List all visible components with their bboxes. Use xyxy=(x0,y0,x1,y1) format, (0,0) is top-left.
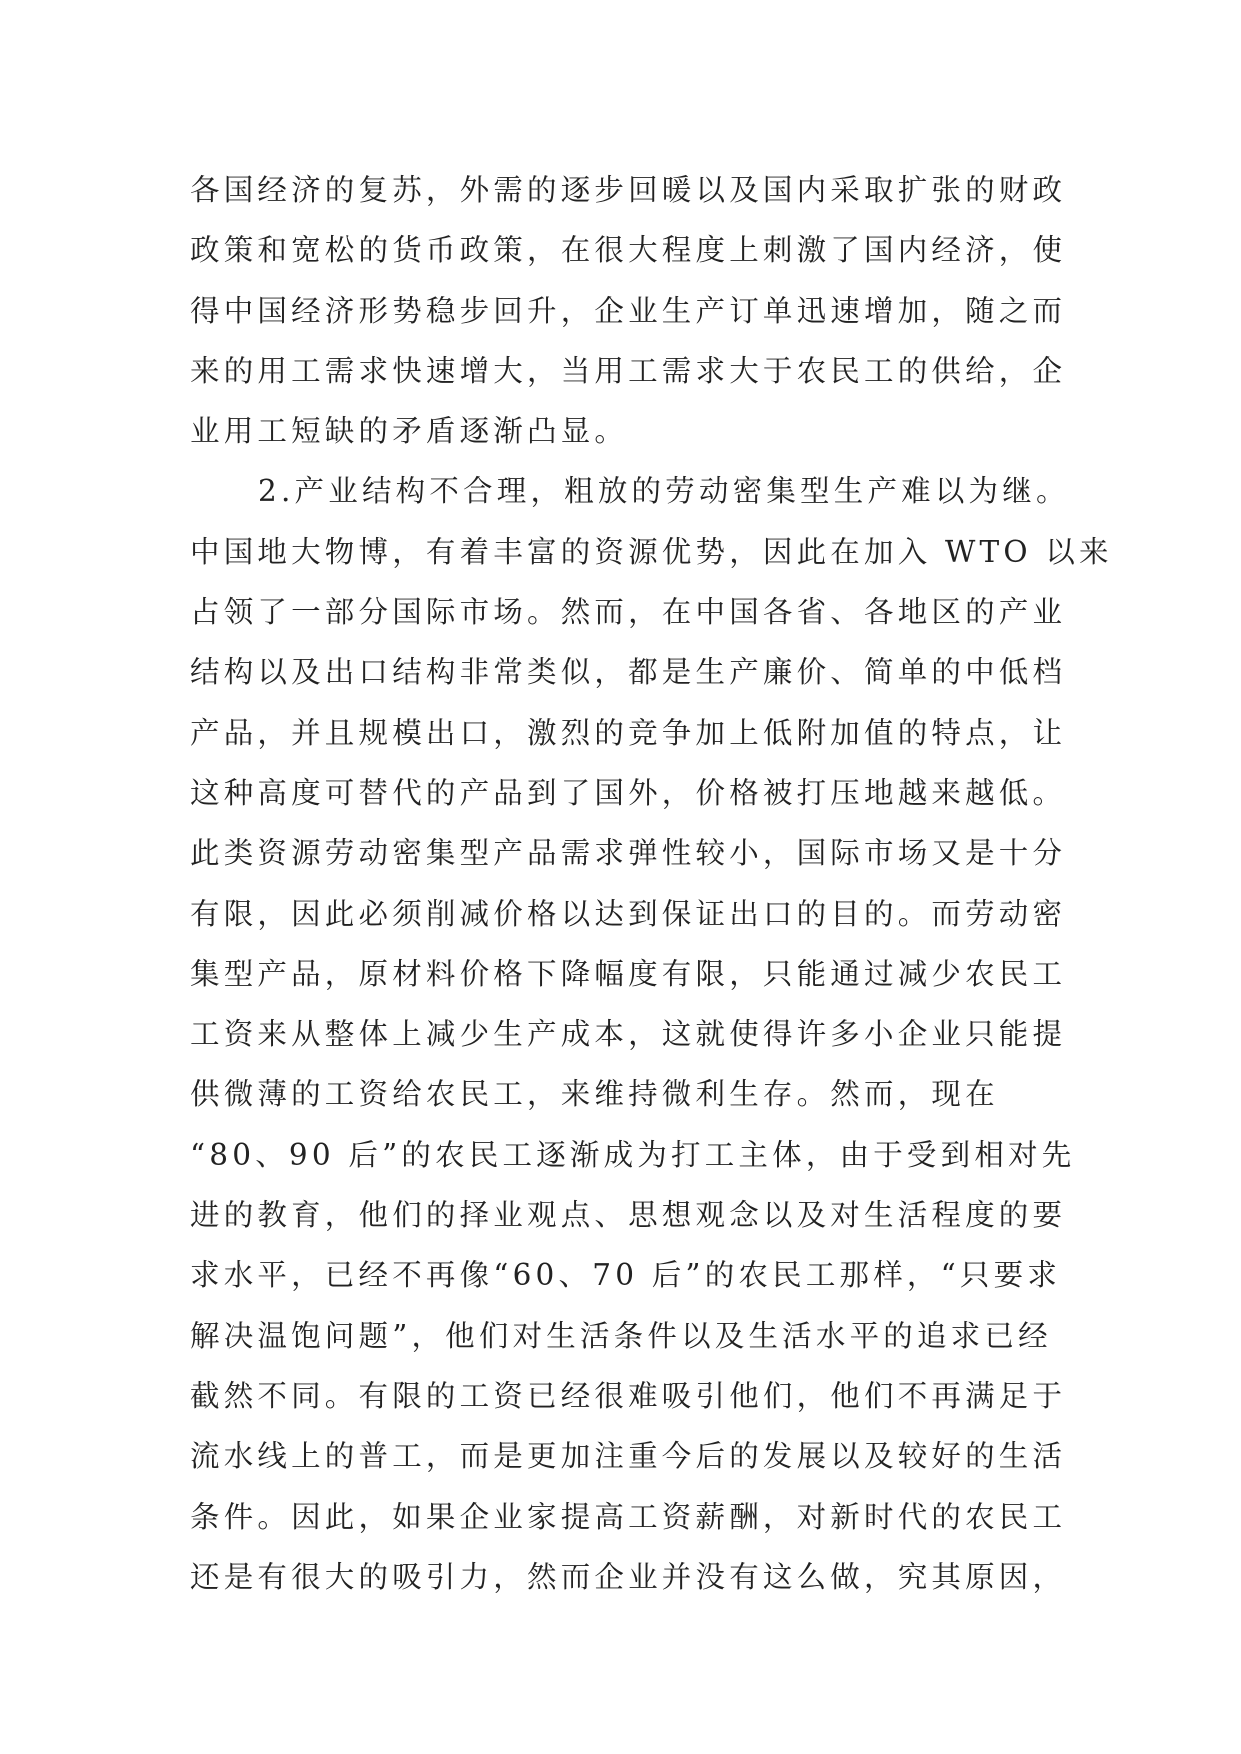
text-line: 业用工短缺的矛盾逐渐凸显。 xyxy=(190,414,629,449)
text-line: 产品，并且规模出口，激烈的竞争加上低附加值的特点，让 xyxy=(190,715,1067,750)
text-line: 结构以及出口结构非常类似，都是生产廉价、简单的中低档 xyxy=(190,655,1067,690)
text-line: 求水平，已经不再像“60、70 后”的农民工那样，“只要求 xyxy=(190,1258,1061,1293)
text-line: 条件。因此，如果企业家提高工资薪酬，对新时代的农民工 xyxy=(190,1499,1067,1534)
text-line: “80、90 后”的农民工逐渐成为打工主体，由于受到相对先 xyxy=(190,1137,1076,1172)
text-line: 这种高度可替代的产品到了国外，价格被打压地越来越低。 xyxy=(190,775,1067,810)
text-line: 中国地大物博，有着丰富的资源优势，因此在加入 WTO 以来 xyxy=(190,534,1113,569)
text-line: 工资来从整体上减少生产成本，这就使得许多小企业只能提 xyxy=(190,1017,1067,1052)
text-line: 截然不同。有限的工资已经很难吸引他们，他们不再满足于 xyxy=(190,1378,1067,1413)
text-line: 进的教育，他们的择业观点、思想观念以及对生活程度的要 xyxy=(190,1198,1067,1233)
text-line: 有限，因此必须削减价格以达到保证出口的目的。而劳动密 xyxy=(190,896,1067,931)
text-line: 解决温饱问题”，他们对生活条件以及生活水平的追求已经 xyxy=(190,1318,1052,1353)
text-line: 此类资源劳动密集型产品需求弹性较小，国际市场又是十分 xyxy=(190,836,1067,871)
text-line: 还是有很大的吸引力，然而企业并没有这么做，究其原因， xyxy=(190,1559,1067,1594)
text-line: 集型产品，原材料价格下降幅度有限，只能通过减少农民工 xyxy=(190,956,1067,991)
section-heading-line: 2.产业结构不合理，粗放的劳动密集型生产难以为继。 xyxy=(258,474,1070,509)
text-line: 来的用工需求快速增大，当用工需求大于农民工的供给，企 xyxy=(190,353,1067,388)
text-line: 政策和宽松的货币政策，在很大程度上刺激了国内经济，使 xyxy=(190,233,1067,268)
text-line: 各国经济的复苏，外需的逐步回暖以及国内采取扩张的财政 xyxy=(190,173,1067,207)
text-line: 得中国经济形势稳步回升，企业生产订单迅速增加，随之而 xyxy=(190,293,1067,328)
text-line: 供微薄的工资给农民工，来维持微利生存。然而，现在 xyxy=(190,1077,999,1112)
text-line: 流水线上的普工，而是更加注重今后的发展以及较好的生活 xyxy=(190,1439,1067,1474)
text-line: 占领了一部分国际市场。然而，在中国各省、各地区的产业 xyxy=(190,595,1067,630)
body-text xyxy=(190,160,1113,1607)
